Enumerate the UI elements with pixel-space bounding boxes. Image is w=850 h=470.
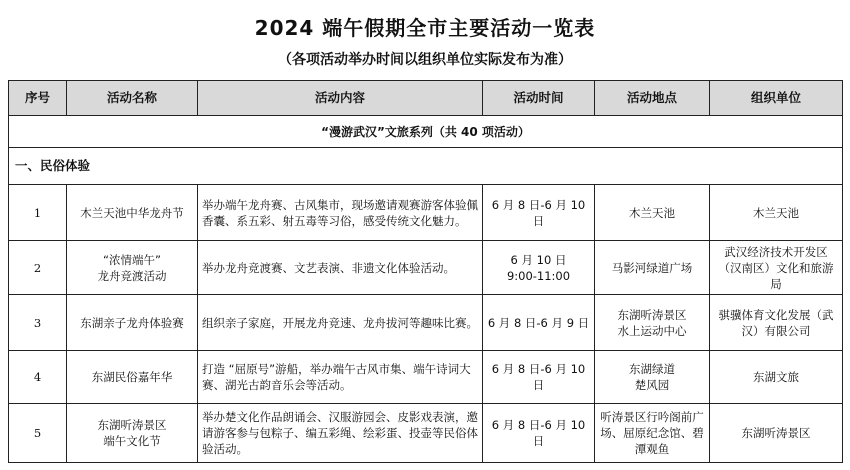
- activity-content: 举办端午龙舟赛、古风集市，现场邀请观赛游客体验佩香囊、系五彩、射五毒等习俗，感受传统文化魅力。: [198, 185, 483, 241]
- activity-place: 东湖绿道 楚风园: [595, 351, 710, 404]
- section-row: [9, 116, 843, 148]
- activity-time: 6 月 8 日-6 月 10 日: [483, 185, 595, 241]
- table-row: [9, 241, 843, 295]
- activity-time: 6 月 8 日-6 月 10 日: [483, 351, 595, 404]
- row-number: 3: [9, 295, 67, 351]
- activity-name: 东湖听涛景区 端午文化节: [67, 404, 198, 463]
- section-title: “漫游武汉”文旅系列（共 40 项活动）: [9, 116, 843, 148]
- page-subtitle: （各项活动举办时间以组织单位实际发布为准）: [278, 52, 572, 68]
- header-cell: 活动时间: [483, 81, 595, 116]
- header-cell: 活动地点: [595, 81, 710, 116]
- activity-content: 打造 “屈原号”游船，举办端午古风市集、端午诗词大赛、湖光古韵音乐会等活动。: [198, 351, 483, 404]
- activity-table: [8, 80, 843, 463]
- category-row: [9, 148, 843, 185]
- row-number: 5: [9, 404, 67, 463]
- page-title: 2024 端午假期全市主要活动一览表: [254, 16, 596, 40]
- header-cell: 组织单位: [710, 81, 843, 116]
- category-title: 一、民俗体验: [9, 148, 843, 185]
- activity-content: 举办楚文化作品朗诵会、汉服游园会、皮影戏表演，邀请游客参与包粽子、编五彩绳、绘彩蛋、投壶等民俗体验活动。: [198, 404, 483, 463]
- header-cell: 活动内容: [198, 81, 483, 116]
- activity-organizer: 武汉经济技术开发区（汉南区）文化和旅游局: [710, 241, 843, 295]
- table-row: [9, 404, 843, 463]
- table-header-row: [9, 81, 843, 116]
- activity-content: 举办龙舟竞渡赛、文艺表演、非遗文化体验活动。: [198, 241, 483, 295]
- activity-place: 东湖听涛景区 水上运动中心: [595, 295, 710, 351]
- activity-place: 木兰天池: [595, 185, 710, 241]
- activity-place: 听涛景区行吟阁前广场、屈原纪念馆、碧潭观鱼: [595, 404, 710, 463]
- activity-time: 6 月 8 日-6 月 10 日: [483, 404, 595, 463]
- activity-name: 东湖民俗嘉年华: [67, 351, 198, 404]
- activity-organizer: 木兰天池: [710, 185, 843, 241]
- activity-name: 木兰天池中华龙舟节: [67, 185, 198, 241]
- table-row: [9, 295, 843, 351]
- activity-content: 组织亲子家庭，开展龙舟竞速、龙舟拔河等趣味比赛。: [198, 295, 483, 351]
- row-number: 4: [9, 351, 67, 404]
- header-cell: 序号: [9, 81, 67, 116]
- activity-time: 6 月 8 日-6 月 9 日: [483, 295, 595, 351]
- row-number: 2: [9, 241, 67, 295]
- activity-organizer: 东湖文旅: [710, 351, 843, 404]
- activity-name: “浓情端午” 龙舟竞渡活动: [67, 241, 198, 295]
- activity-name: 东湖亲子龙舟体验赛: [67, 295, 198, 351]
- activity-organizer: 东湖听涛景区: [710, 404, 843, 463]
- header-cell: 活动名称: [67, 81, 198, 116]
- row-number: 1: [9, 185, 67, 241]
- table-row: [9, 351, 843, 404]
- activity-place: 马影河绿道广场: [595, 241, 710, 295]
- activity-organizer: 骐骥体育文化发展（武汉）有限公司: [710, 295, 843, 351]
- table-row: [9, 185, 843, 241]
- activity-time: 6 月 10 日 9:00-11:00: [483, 241, 595, 295]
